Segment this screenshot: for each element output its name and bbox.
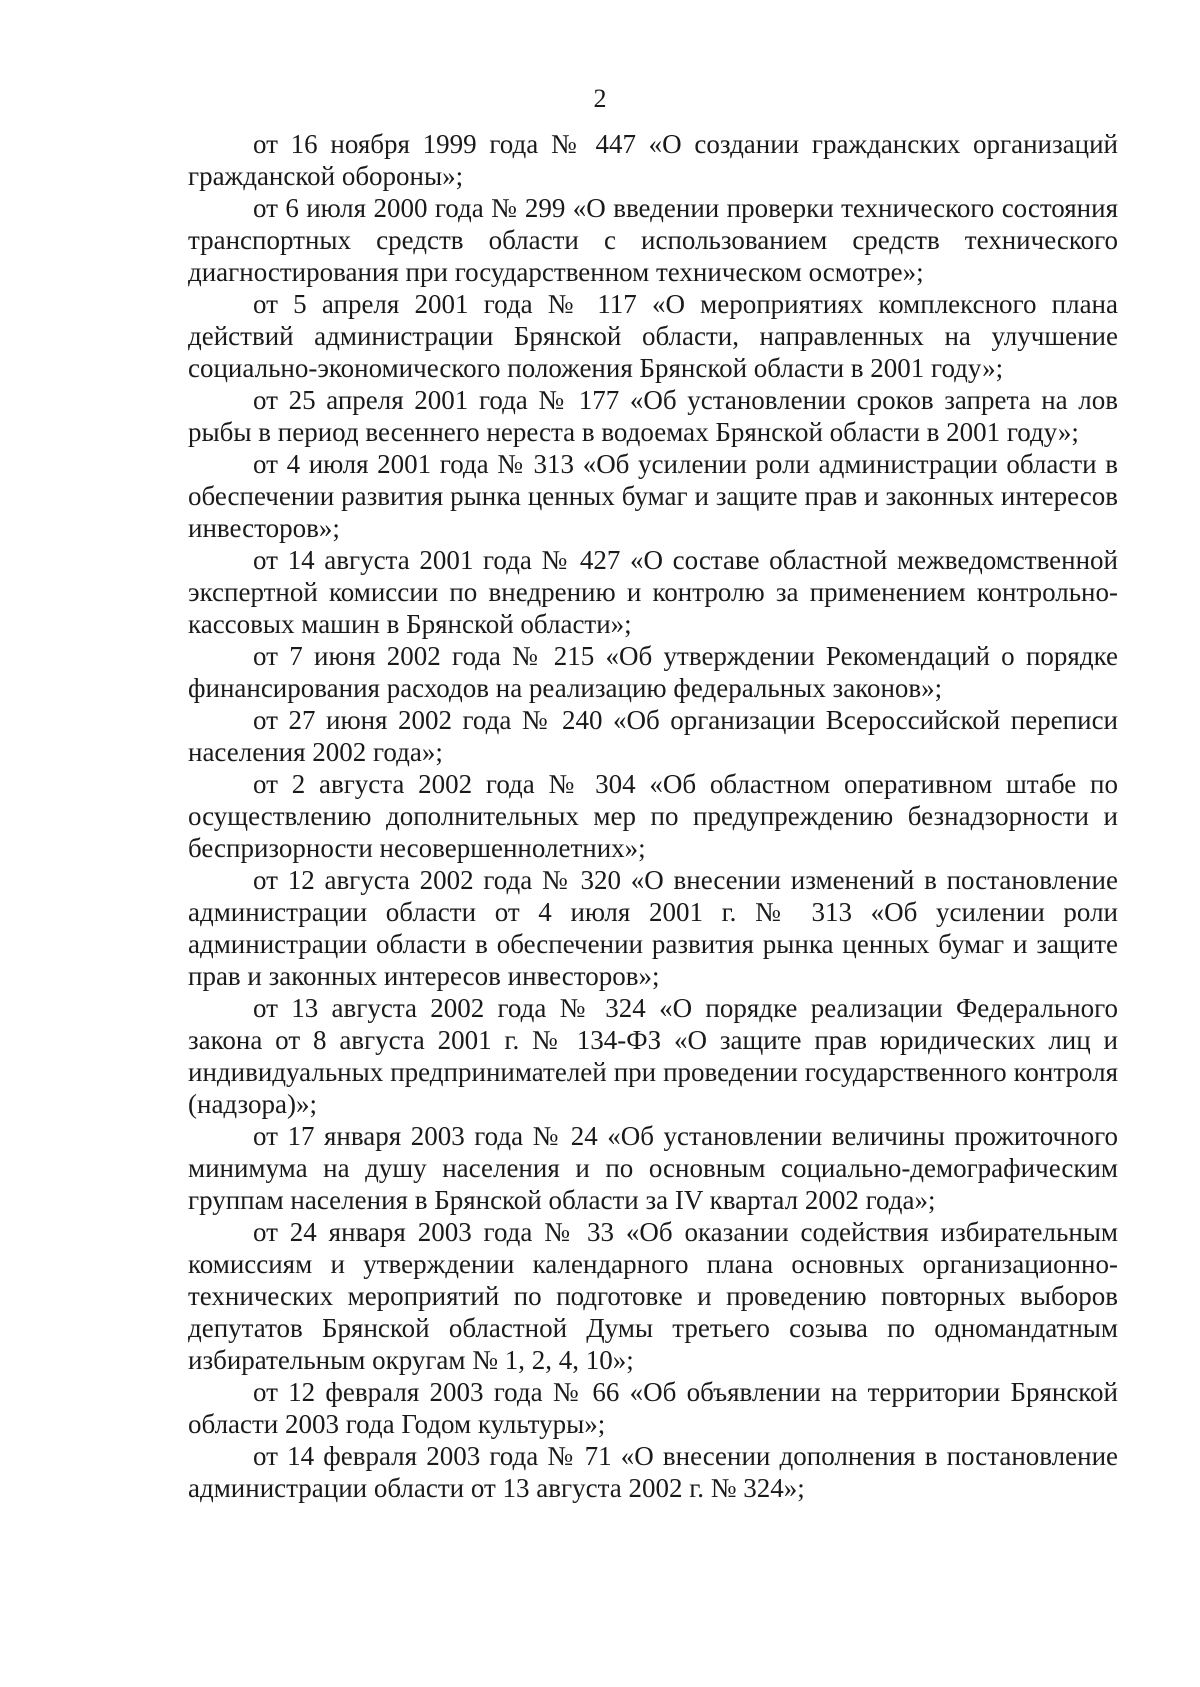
list-item: от 13 августа 2002 года № 324 «О порядке реализации Федерального закона от 8 августа 2001 г. № 134-ФЗ «О защите прав юридических лиц и индивидуальных предпринимателей при проведении государственного контроля (надзора)»; — [188, 993, 1118, 1119]
list-item: от 4 июля 2001 года № 313 «Об усилении роли администрации области в обеспечении развития рынка ценных бумаг и защите прав и законных интересов инвесторов»; — [188, 449, 1118, 543]
list-item: от 24 января 2003 года № 33 «Об оказании содействия избирательным комиссиям и утверждении календарного плана основных организационно-технических мероприятий по подготовке и проведению повторных выборов депутатов Брянской областной Думы третьего созыва по одномандатным избирательным округам № 1, 2, 4, 10»; — [188, 1217, 1118, 1375]
list-item: от 12 февраля 2003 года № 66 «Об объявлении на территории Брянской области 2003 года Годом культуры»; — [188, 1377, 1118, 1439]
list-item: от 12 августа 2002 года № 320 «О внесении изменений в постановление администрации области от 4 июля 2001 г. № 313 «Об усилении роли администрации области в обеспечении развития рынка ценных бумаг и защите прав и законных интересов инвесторов»; — [188, 865, 1118, 991]
page-number: 2 — [593, 84, 607, 113]
resolution-list — [188, 128, 1118, 1504]
list-item: от 16 ноября 1999 года № 447 «О создании гражданских организаций гражданской обороны»; — [188, 129, 1118, 191]
list-item: от 14 февраля 2003 года № 71 «О внесении дополнения в постановление администрации области от 13 августа 2002 г. № 324»; — [188, 1441, 1118, 1503]
list-item: от 7 июня 2002 года № 215 «Об утверждении Рекомендаций о порядке финансирования расходов на реализацию федеральных законов»; — [188, 641, 1118, 703]
list-item: от 6 июля 2000 года № 299 «О введении проверки технического состояния транспортных средств области с использованием средств технического диагностирования при государственном техническом осмотре»; — [188, 193, 1118, 287]
list-item: от 17 января 2003 года № 24 «Об установлении величины прожиточного минимума на душу населения и по основным социально-демографическим группам населения в Брянской области за IV квартал 2002 года»; — [188, 1121, 1118, 1215]
list-item: от 27 июня 2002 года № 240 «Об организации Всероссийской переписи населения 2002 года»; — [188, 705, 1118, 767]
list-item: от 2 августа 2002 года № 304 «Об областном оперативном штабе по осуществлению дополнительных мер по предупреждению безнадзорности и беспризорности несовершеннолетних»; — [188, 769, 1118, 863]
list-item: от 14 августа 2001 года № 427 «О составе областной межведомственной экспертной комиссии по внедрению и контролю за применением контрольно-кассовых машин в Брянской области»; — [188, 545, 1118, 639]
list-item: от 5 апреля 2001 года № 117 «О мероприятиях комплексного плана действий администрации Брянской области, направленных на улучшение социально-экономического положения Брянской области в 2001 году»; — [188, 289, 1118, 383]
list-item: от 25 апреля 2001 года № 177 «Об установлении сроков запрета на лов рыбы в период весеннего нереста в водоемах Брянской области в 2001 году»; — [188, 385, 1118, 447]
